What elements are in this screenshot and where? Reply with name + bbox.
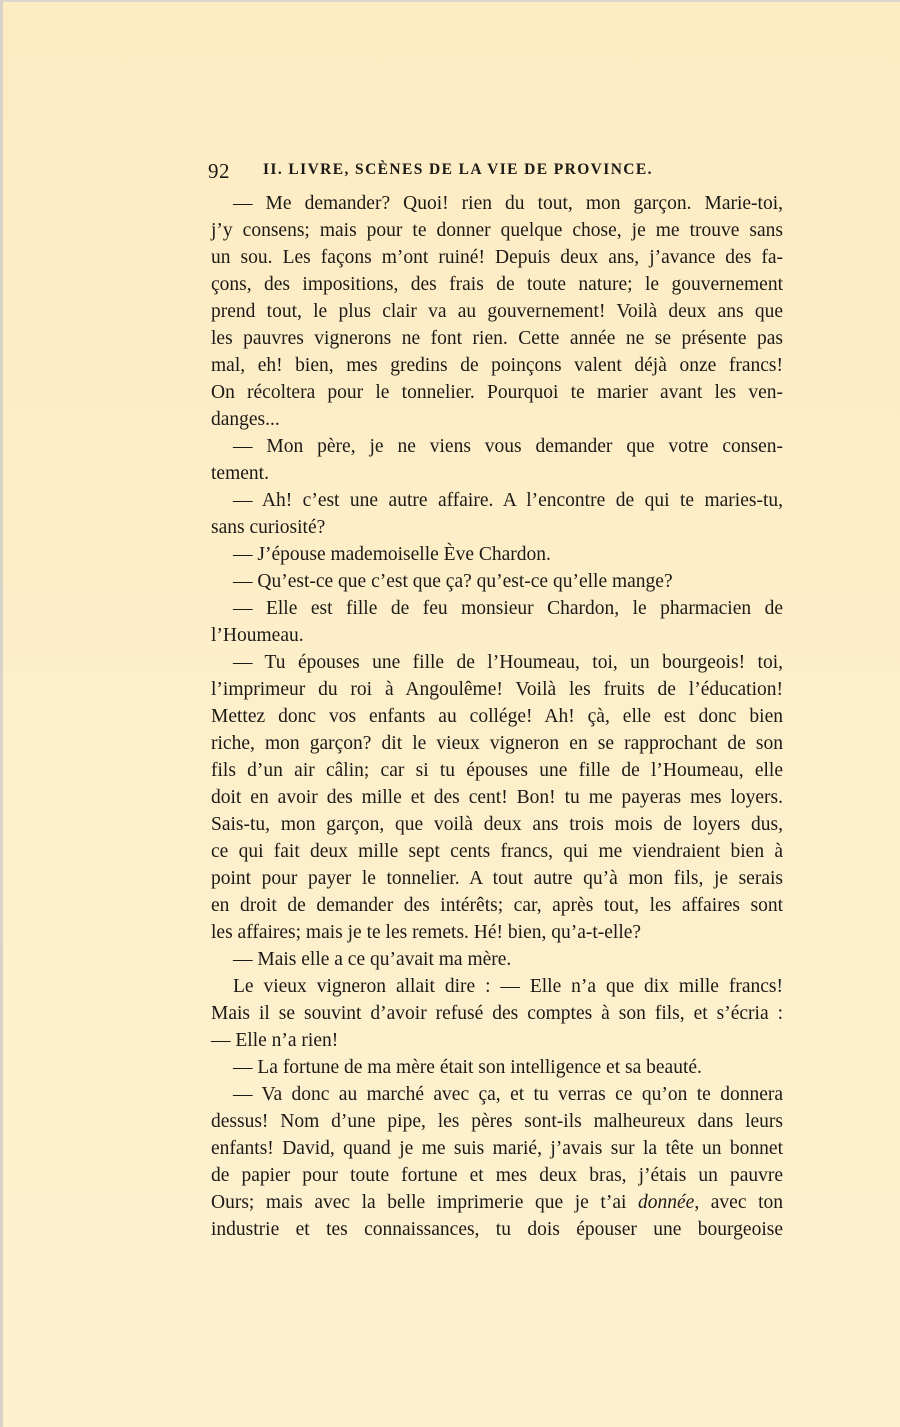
text-line: Sais-tu, mon garçon, que voilà deux ans trois mois de loyers dus, xyxy=(211,814,783,835)
text-line: — Ah! c’est une autre affaire. A l’encontre de qui te maries-tu, xyxy=(233,490,783,511)
text-line: Mais il se souvint d’avoir refusé des comptes à son fils, et s’écria : xyxy=(211,1003,783,1024)
text-line: un sou. Les façons m’ont ruiné! Depuis deux ans, j’avance des fa- xyxy=(211,247,783,268)
text-line: dessus! Nom d’une pipe, les pères sont-ils malheureux dans leurs xyxy=(211,1111,783,1132)
italic-emphasis: donnée xyxy=(638,1192,695,1213)
text-line: de papier pour toute fortune et mes deux bras, j’étais un pauvre xyxy=(211,1165,783,1186)
text-line: çons, des impositions, des frais de toute nature; le gouvernement xyxy=(211,274,783,295)
text-line: — Mon père, je ne viens vous demander que votre consen- xyxy=(233,436,783,457)
text-line: enfants! David, quand je me suis marié, j’avais sur la tête un bonnet xyxy=(211,1138,783,1159)
text-line: en droit de demander des intérêts; car, après tout, les affaires sont xyxy=(211,895,783,916)
text-line: — Tu épouses une fille de l’Houmeau, toi, un bourgeois! toi, xyxy=(233,652,783,673)
text-line: fils d’un air câlin; car si tu épouses une fille de l’Houmeau, elle xyxy=(211,760,783,781)
text-line: les pauvres vignerons ne font rien. Cette année ne se présente pas xyxy=(211,328,783,349)
text-line: — La fortune de ma mère était son intelligence et sa beauté. xyxy=(233,1057,702,1078)
text-line: — Mais elle a ce qu’avait ma mère. xyxy=(233,949,512,970)
text-line: riche, mon garçon? dit le vieux vigneron en se rapprochant de son xyxy=(211,733,783,754)
text-segment: , avec ton xyxy=(694,1192,783,1213)
body-text xyxy=(211,190,783,1243)
text-line: — Me demander? Quoi! rien du tout, mon garçon. Marie-toi, xyxy=(233,193,783,214)
text-line: doit en avoir des mille et des cent! Bon! tu me payeras mes loyers. xyxy=(211,787,783,808)
text-line xyxy=(211,1189,783,1216)
text-line: point pour payer le tonnelier. A tout autre qu’à mon fils, je serais xyxy=(211,868,783,889)
text-line: — Elle n’a rien! xyxy=(211,1030,339,1051)
text-line: — J’épouse mademoiselle Ève Chardon. xyxy=(233,544,551,565)
text-line: les affaires; mais je te les remets. Hé! bien, qu’a-t-elle? xyxy=(211,922,642,943)
text-line: l’imprimeur du roi à Angoulême! Voilà les fruits de l’éducation! xyxy=(211,679,783,700)
text-line: ce qui fait deux mille sept cents francs, qui me viendraient bien à xyxy=(211,841,783,862)
text-line: j’y consens; mais pour te donner quelque chose, je me trouve sans xyxy=(211,220,783,241)
text-line: sans curiosité? xyxy=(211,517,326,538)
text-line: tement. xyxy=(211,463,269,484)
page-number: 92 xyxy=(208,159,230,183)
text-line: — Va donc au marché avec ça, et tu verras ce qu’on te donnera xyxy=(233,1084,783,1105)
page-header xyxy=(208,159,713,187)
text-line: On récoltera pour le tonnelier. Pourquoi te marier avant les ven- xyxy=(211,382,783,403)
text-line: l’Houmeau. xyxy=(211,625,304,646)
text-line: Le vieux vigneron allait dire : — Elle n’a que dix mille francs! xyxy=(233,976,783,997)
text-line: Mettez donc vos enfants au collége! Ah! çà, elle est donc bien xyxy=(211,706,783,727)
text-line: prend tout, le plus clair va au gouvernement! Voilà deux ans que xyxy=(211,301,783,322)
text-segment: Ours; mais avec la belle imprimerie que je t’ai xyxy=(211,1192,638,1213)
text-line: — Elle est fille de feu monsieur Chardon, le pharmacien de xyxy=(233,598,783,619)
text-line: — Qu’est-ce que c’est que ça? qu’est-ce qu’elle mange? xyxy=(233,571,673,592)
text-line: industrie et tes connaissances, tu dois épouser une bourgeoise xyxy=(211,1219,783,1240)
text-line: mal, eh! bien, mes gredins de poinçons valent déjà onze francs! xyxy=(211,355,783,376)
running-title: II. LIVRE, SCÈNES DE LA VIE DE PROVINCE. xyxy=(263,161,653,178)
text-line: danges... xyxy=(211,409,280,430)
